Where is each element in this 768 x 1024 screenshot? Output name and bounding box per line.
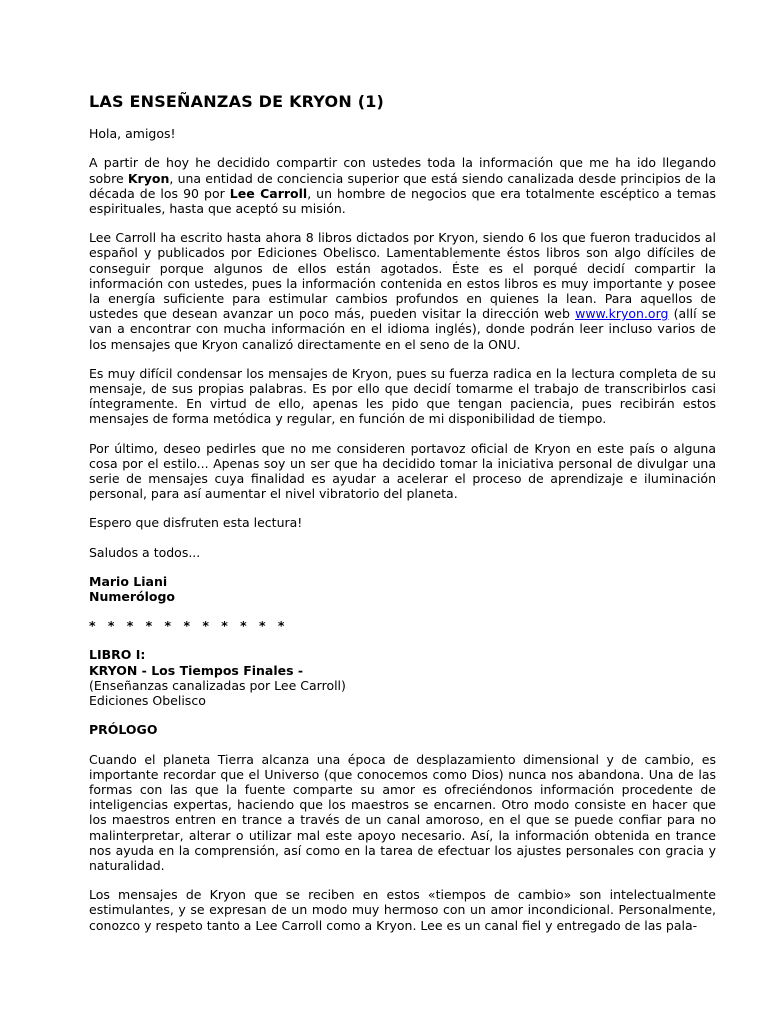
book-publisher: Ediciones Obelisco: [89, 693, 206, 709]
greeting: Hola, amigos!: [89, 126, 176, 142]
document-page: [89, 94, 716, 947]
p2-text-b: (allí se van a encontrar con mucha información en el idioma inglés), donde podrán leer incluso varios de los mensajes que Kryon canalizó directamente en el seno de la ONU.: [89, 306, 716, 352]
book-subtitle: (Enseñanzas canalizadas por Lee Carroll): [89, 677, 346, 693]
signature: [89, 574, 716, 604]
paragraph-condense: Es muy difícil condensar los mensajes de Kryon, pues su fuerza radica en la lectura completa de su mensaje, de sus propias palabras. Es por ello que decidí tomarme el trabajo de transcribirlos casi íntegramente. En virtud de ello, apenas les pido que tengan paciencia, pues recibirán estos mensajes de forma metódica y regular, en función de mi disponibilidad de tiempo.: [89, 365, 716, 427]
separator: * * * * * * * * * * *: [89, 618, 289, 634]
signature-name: Mario Liani: [89, 573, 168, 589]
paragraph-greetings: Saludos a todos...: [89, 544, 201, 560]
paragraph-enjoy: Espero que disfruten esta lectura!: [89, 515, 303, 531]
paragraph-intro: [89, 155, 716, 216]
paragraph-final-request: Por último, deseo pedirles que no me consideren portavoz oficial de Kryon en este país o alguna cosa por el estilo... Apenas soy un ser que ha decidido tomar la iniciativa personal de divulgar una serie de mensajes cuya finalidad es ayudar a acelerar el proceso de aprendizaje e iluminación personal, para así aumentar el nivel vibratorio del planeta.: [89, 440, 716, 502]
p1-text-c: , una entidad de conciencia superior que está siendo canalizada desde principios de la década de los 90 por: [89, 170, 716, 201]
prologue-heading-text: PRÓLOGO: [89, 722, 158, 738]
book-title-rest: - Los Tiempos Finales -: [137, 662, 304, 678]
paragraph-prologue-2: Los mensajes de Kryon que se reciben en estos «tiempos de cambio» son intelectualmente estimulantes, y se expresan de un modo muy hermoso con un amor incondicional. Personalmente, conozco y respeto tanto a Lee Carroll como a Kryon. Lee es un canal fiel y entregado de las pala-: [89, 887, 716, 933]
p1-text-e: , un hombre de negocios que era totalmente escéptico a temas espirituales, hasta que aceptó su misión.: [89, 185, 716, 217]
paragraph-prologue-1: Cuando el planeta Tierra alcanza una época de desplazamiento dimensional y de cambio, es importante recordar que el Universo (que conocemos como Dios) nunca nos abandona. Una de las formas con las que la fuente comparte su amor es ofreciéndonos información procedente de inteligencias expertas, haciendo que los maestros se encarnen. Otro modo consiste en hacer que los maestros entren en trance a través de un canal amoroso, en el que se puede confiar para no malinterpretar, alterar o utilizar mal este apoyo necesario. Así, la información obtenida en trance nos ayuda en la comprensión, así como en la tarea de efectuar los ajustes personales con gracia y naturalidad.: [89, 751, 716, 873]
prologue-heading: [89, 722, 716, 737]
book-label: LIBRO I:: [89, 647, 146, 663]
p1-kryon-bold: Kryon: [127, 170, 170, 186]
kryon-website-link[interactable]: www.kryon.org: [575, 306, 669, 322]
signature-role: Numerólogo: [89, 589, 176, 605]
book-title-kryon: KRYON: [89, 662, 138, 678]
book-info: [89, 647, 716, 708]
p2-text-a: Lee Carroll ha escrito hasta ahora 8 libros dictados por Kryon, siendo 6 los que fueron traducidos al español y publicados por Ediciones Obelisco. Lamentablemente éstos libros son algo difíciles de conseguir porque algunos de ellos están agotados. Éste es el porqué decidí compartir la información con ustedes, pues la información contenida en estos libros es muy importante y posee la energía suficiente para estimular cambios profundos en quienes la lean. Para aquellos de ustedes que desean avanzar un poco más, pueden visitar la dirección web: [89, 230, 716, 322]
paragraph-books: [89, 230, 716, 352]
p1-lee-carroll-bold: Lee Carroll: [229, 185, 308, 201]
document-title: LAS ENSEÑANZAS DE KRYON (1): [89, 92, 385, 111]
p1-text-a: A partir de hoy he decidido compartir con ustedes toda la información que me ha ido llegando sobre: [89, 155, 716, 186]
